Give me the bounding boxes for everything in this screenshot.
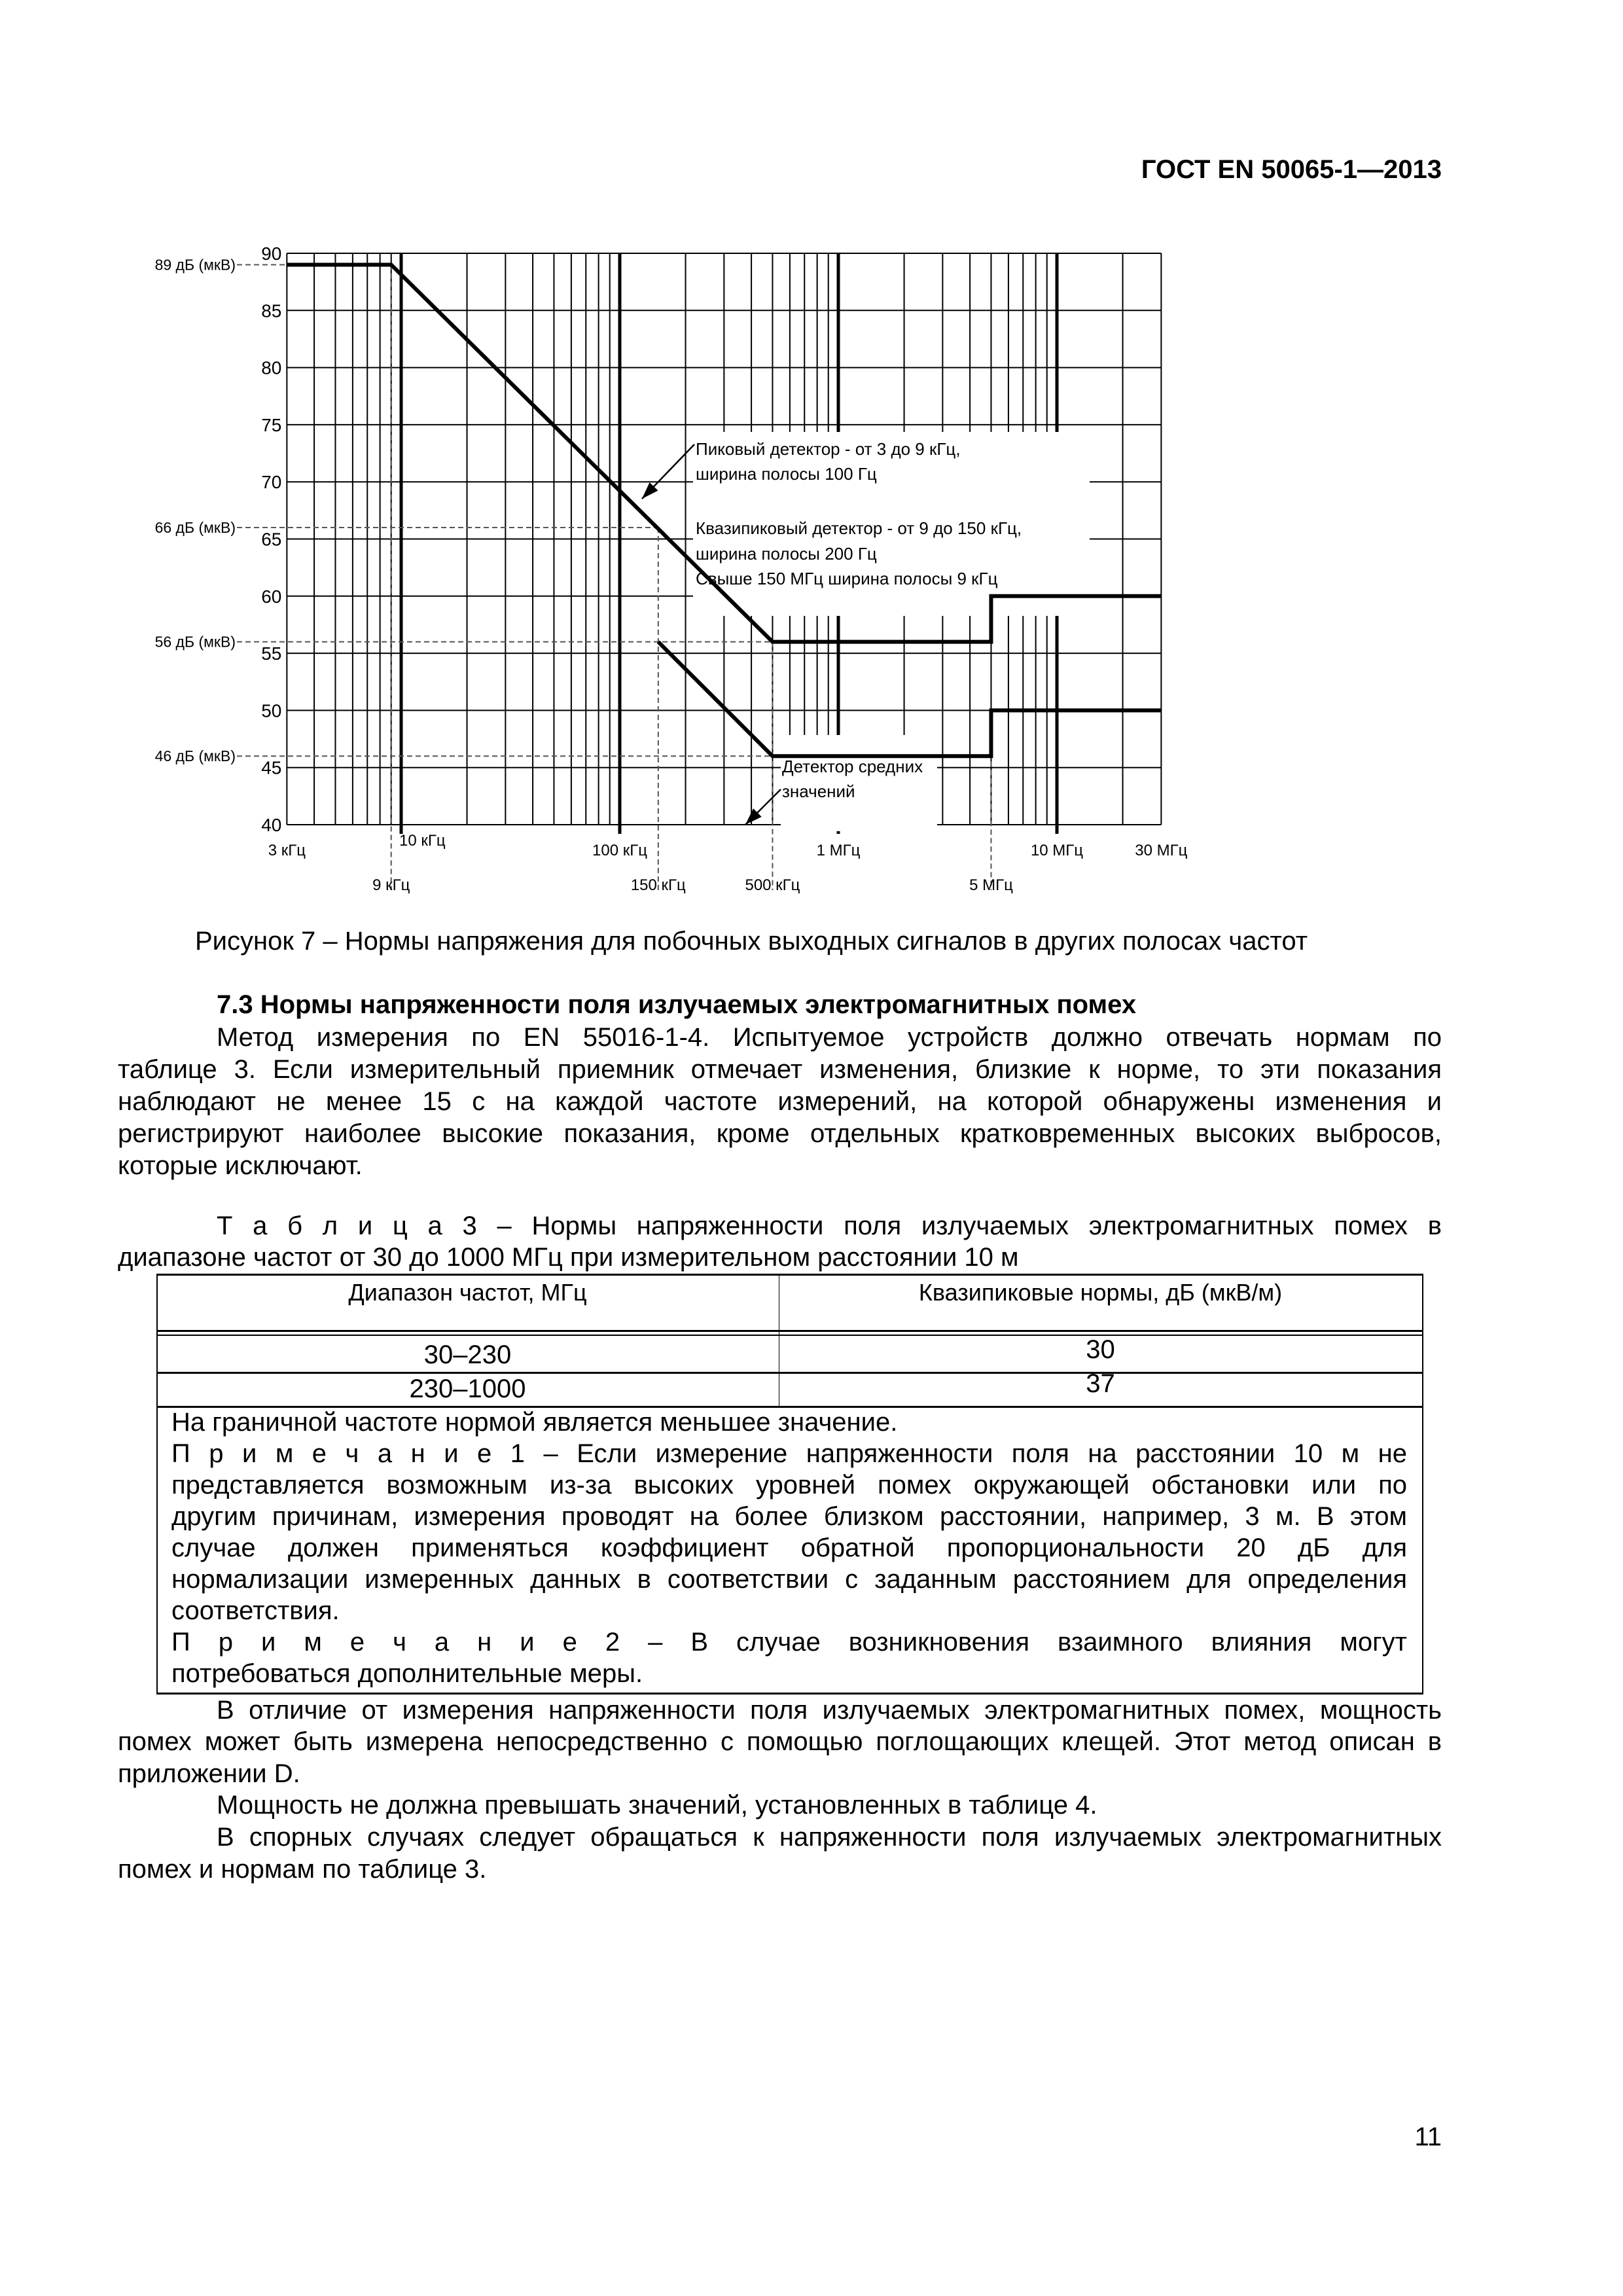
y-tick-label: 80 <box>261 357 282 378</box>
y-tick-label: 85 <box>261 300 282 321</box>
page-number: 11 <box>1414 2123 1442 2151</box>
annotation-average-text: Детектор средних <box>782 757 923 776</box>
table-note: соответствия. <box>171 1596 340 1625</box>
table-header-limits: Квазипиковые нормы, дБ (мкВ/м) <box>918 1279 1283 1306</box>
y-tick-label: 45 <box>261 757 282 778</box>
annotation-peak-text: Пиковый детектор - от 3 до 9 кГц, <box>696 439 961 459</box>
table-note: случае должен применяться коэффициент обратной пропорциональности 20 дБ для <box>171 1534 1407 1562</box>
table-note: На граничной частоте нормой является меньшее значение. <box>171 1408 898 1437</box>
paragraph-line: таблице 3. Если измерительный приемник отмечает изменения, близкие к норме, то эти показания <box>118 1055 1442 1084</box>
x-tick-label: 100 кГц <box>592 842 647 859</box>
paragraph-line: В спорных случаях следует обращаться к напряженности поля излучаемых электромагнитных <box>217 1823 1442 1852</box>
figure-caption: Рисунок 7 – Нормы напряжения для побочных выходных сигналов в других полосах частот <box>195 927 1308 956</box>
x-tick-label: 30 МГц <box>1135 842 1188 859</box>
table-note: П р и м е ч а н и е 1 – Если измерение напряженности поля на расстоянии 10 м не <box>171 1439 1407 1468</box>
table-cell: 230–1000 <box>409 1374 526 1403</box>
paragraph-line: которые исключают. <box>118 1151 363 1180</box>
reference-level-label: 56 дБ (мкВ) <box>154 633 236 651</box>
table-title: Т а б л и ц а 3 – Нормы напряженности поля излучаемых электромагнитных помех в <box>217 1211 1442 1240</box>
y-tick-label: 40 <box>261 815 282 835</box>
y-tick-label: 90 <box>261 243 282 264</box>
paragraph-line: Метод измерения по EN 55016-1-4. Испытуемое устройств должно отвечать нормам по <box>217 1023 1442 1052</box>
y-tick-label: 55 <box>261 643 282 664</box>
paragraph-line: наблюдают не менее 15 с на каждой частоте измерений, на которой обнаружены изменения и <box>118 1087 1442 1116</box>
reference-level-label: 46 дБ (мкВ) <box>154 747 236 765</box>
table-note: представляется возможным из-за высоких уровней помех окружающей обстановки или по <box>171 1471 1407 1499</box>
annotation-average-text: значений <box>782 781 855 801</box>
table-note: другим причинам, измерения проводят на более близком расстоянии, например, 3 м. В этом <box>171 1502 1407 1531</box>
x-tick-label: 5 МГц <box>969 876 1013 894</box>
paragraph-line: приложении D. <box>118 1759 300 1788</box>
document-id: ГОСТ EN 50065-1—2013 <box>1141 155 1442 184</box>
table-cell: 30 <box>1086 1335 1115 1364</box>
y-tick-label: 70 <box>261 472 282 493</box>
table-note: нормализации измеренных данных в соответствии с заданным расстоянием для определения <box>171 1565 1407 1594</box>
annotation-peak-text: ширина полосы 100 Гц <box>696 464 877 484</box>
x-tick-label: 500 кГц <box>745 876 800 894</box>
table-header-range: Диапазон частот, МГц <box>348 1279 587 1306</box>
table-cell: 37 <box>1086 1369 1115 1398</box>
table-note: потребоваться дополнительные меры. <box>171 1659 643 1688</box>
x-tick-label: 9 кГц <box>372 876 410 894</box>
annotation-peak-text: ширина полосы 200 Гц <box>696 544 877 564</box>
table-title: диапазоне частот от 30 до 1000 МГц при измерительном расстоянии 10 м <box>118 1243 1019 1272</box>
section-heading: 7.3 Нормы напряженности поля излучаемых электромагнитных помех <box>217 990 1137 1019</box>
reference-level-label: 66 дБ (мкВ) <box>154 519 236 537</box>
x-tick-label: 10 кГц <box>399 832 446 850</box>
y-tick-label: 50 <box>261 700 282 721</box>
x-tick-label: 10 МГц <box>1030 842 1084 859</box>
y-tick-label: 60 <box>261 586 282 607</box>
x-tick-label: 150 кГц <box>630 876 686 894</box>
paragraph-line: регистрируют наиболее высокие показания, кроме отдельных кратковременных высоких выбросов, <box>118 1119 1442 1148</box>
y-tick-label: 75 <box>261 414 282 435</box>
table-cell: 30–230 <box>423 1340 512 1369</box>
paragraph-line: помех и нормам по таблице 3. <box>118 1855 487 1884</box>
x-tick-label: 3 кГц <box>268 842 306 859</box>
paragraph-line: помех может быть измерена непосредственно с помощью поглощающих клещей. Этот метод описан в <box>118 1727 1442 1756</box>
table-note: П р и м е ч а н и е 2 – В случае возникновения взаимного влияния могут <box>171 1628 1407 1657</box>
paragraph-line: В отличие от измерения напряженности поля излучаемых электромагнитных помех, мощность <box>217 1696 1442 1725</box>
y-tick-label: 65 <box>261 529 282 550</box>
annotation-peak-text: Свыше 150 МГц ширина полосы 9 кГц <box>696 569 998 588</box>
annotation-peak-text: Квазипиковый детектор - от 9 до 150 кГц, <box>696 518 1022 538</box>
reference-level-label: 89 дБ (мкВ) <box>154 256 236 274</box>
figure-7-chart <box>0 0 1623 894</box>
x-tick-label: 1 МГц <box>816 842 861 859</box>
paragraph-line: Мощность не должна превышать значений, установленных в таблице 4. <box>217 1791 1097 1820</box>
